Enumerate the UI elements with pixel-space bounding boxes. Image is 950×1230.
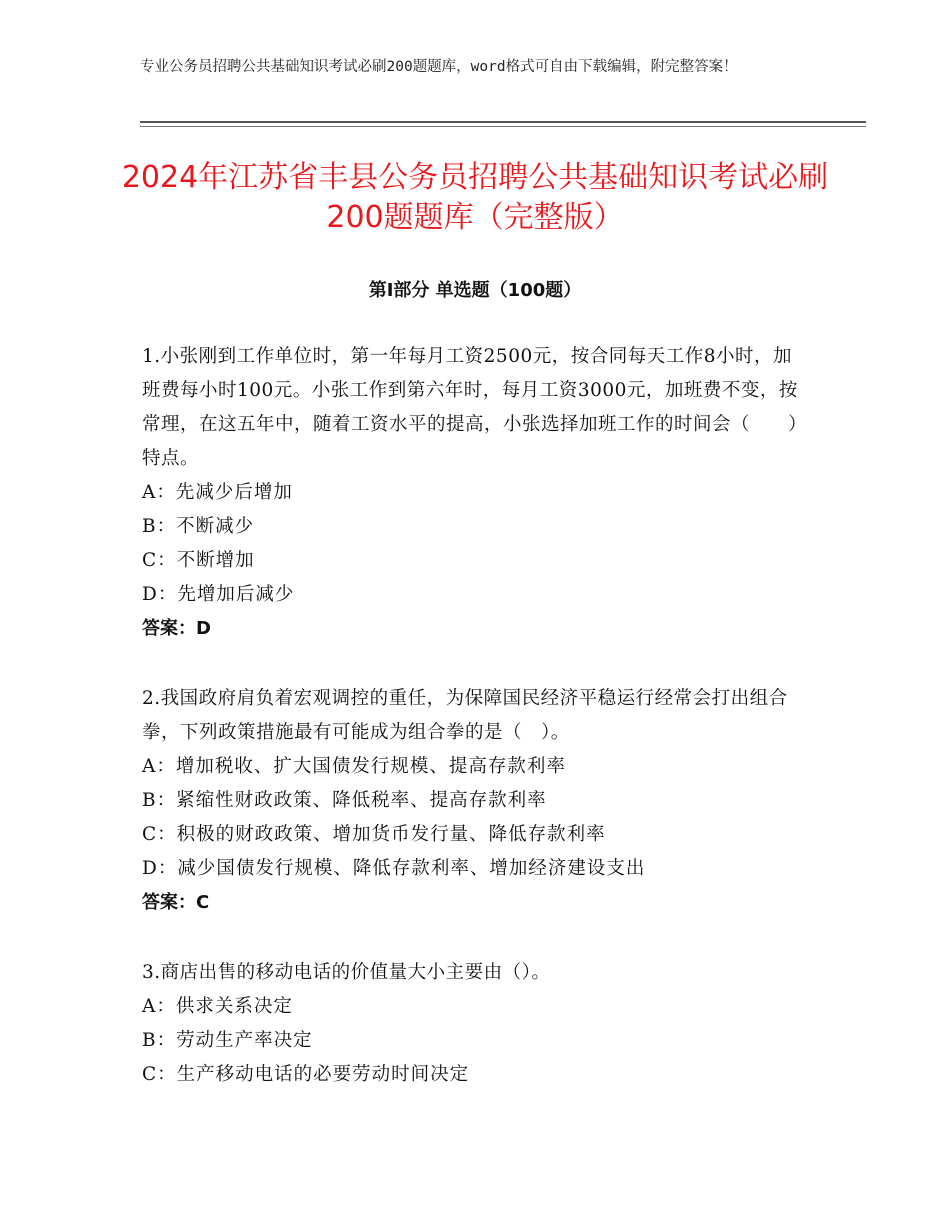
header-divider-thin	[140, 126, 866, 127]
option-b: B：不断减少	[142, 516, 255, 537]
option-a: A：增加税收、扩大国债发行规模、提高存款利率	[142, 756, 566, 777]
question-1	[142, 340, 810, 646]
answer: 答案：D	[142, 618, 211, 639]
option-a: A：供求关系决定	[142, 996, 293, 1017]
question-stem: 1.小张刚到工作单位时，第一年每月工资2500元，按合同每天工作8小时，加班费每小时100元。小张工作到第六年时，每月工资3000元，加班费不变，按常理，在这五年中，随着工资水平的提高，小张选择加班工作的时间会（ ）特点。	[142, 346, 808, 469]
question-stem: 2.我国政府肩负着宏观调控的重任，为保障国民经济平稳运行经常会打出组合拳，下列政策措施最有可能成为组合拳的是（ ）。	[142, 688, 788, 743]
option-c: C：不断增加	[142, 550, 255, 571]
option-d: D：先增加后减少	[142, 584, 295, 605]
header-note: 专业公务员招聘公共基础知识考试必刷200题题库，word格式可自由下载编辑，附完整答案！	[140, 59, 738, 75]
option-c: C：积极的财政政策、增加货币发行量、降低存款利率	[142, 824, 606, 845]
question-stem: 3.商店出售的移动电话的价值量大小主要由（）。	[142, 962, 551, 983]
option-d: D：减少国债发行规模、降低存款利率、增加经济建设支出	[142, 858, 646, 879]
option-b: B：劳动生产率决定	[142, 1030, 313, 1051]
option-a: A：先减少后增加	[142, 482, 293, 503]
header-divider-thick	[140, 121, 866, 123]
option-c: C：生产移动电话的必要劳动时间决定	[142, 1064, 470, 1085]
question-2	[142, 682, 810, 920]
document-title: 2024年江苏省丰县公务员招聘公共基础知识考试必刷200题题库（完整版）	[121, 160, 829, 235]
question-3	[142, 956, 810, 1092]
answer: 答案：C	[142, 892, 210, 913]
option-b: B：紧缩性财政政策、降低税率、提高存款利率	[142, 790, 547, 811]
section-title: 第Ⅰ部分 单选题（100题）	[368, 280, 582, 301]
